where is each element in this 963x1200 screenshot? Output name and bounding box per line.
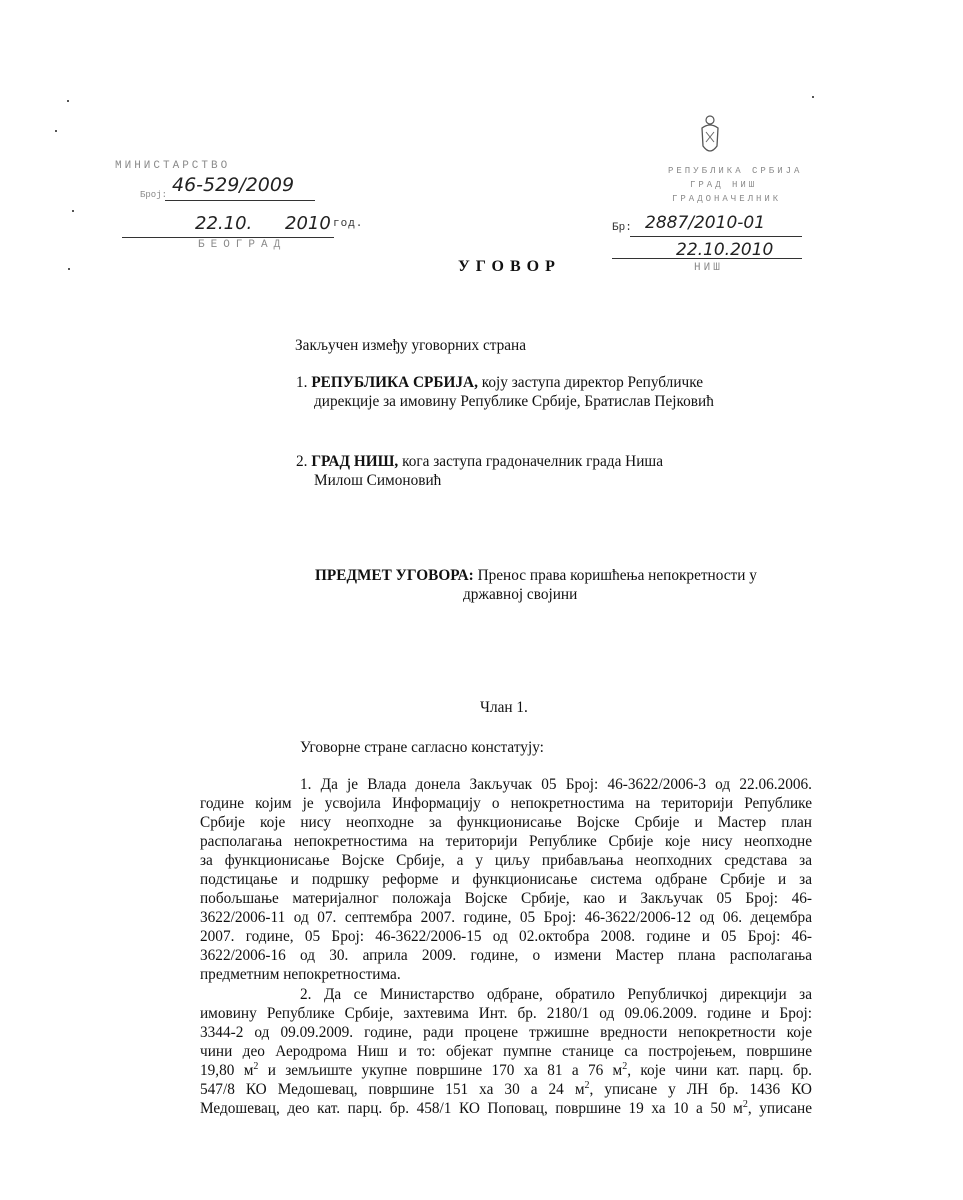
paragraph-1-line: Србије које нису неопходне за функционисање Војске Србије и Мастер план <box>200 814 812 831</box>
paragraph-2-line: 3344-2 од 09.09.2009. године, ради процене тржишне вредности непокретности које <box>200 1024 812 1041</box>
right-stamp-city: НИШ <box>694 262 723 274</box>
paragraph-1-line: 1. Да је Влада донела Закључак 05 Број: 46-3622/2006-3 од 22.06.2006. <box>300 776 812 793</box>
area-text: Медошевац, део кат. парц. бр. 458/1 КО Поповац, површине 19 ха 10 а 50 м <box>200 1100 743 1117</box>
area-text: , које чини кат. парц. бр. <box>627 1062 812 1079</box>
party-1-line-2: дирекције за имовину Републике Србије, Братислав Пејковић <box>314 393 714 410</box>
paragraph-2-line: имовину Републике Србије, захтевима Инт. бр. 2180/1 од 09.06.2009. године и Број: <box>200 1005 812 1022</box>
paragraph-1-line: 3622/2006-11 од 07. септембра 2007. године, 05 Број: 46-3622/2006-12 од 06. децембра <box>200 909 812 926</box>
scan-speck <box>72 210 74 212</box>
scan-speck <box>67 100 69 102</box>
party-1-name: РЕПУБЛИКА СРБИЈА, <box>311 374 478 391</box>
right-stamp-date: 22.10.2010 <box>676 240 774 260</box>
superscript: 2 <box>584 1079 590 1091</box>
paragraph-1-line: предметним непокретностима. <box>200 966 401 983</box>
left-stamp-number-prefix: Број: <box>140 190 168 200</box>
subject-line-1 <box>315 566 835 585</box>
scan-speck <box>68 268 70 270</box>
party-1-representative: коју заступа директор Републичке <box>477 374 704 391</box>
left-stamp-date: 22.10. <box>195 213 253 234</box>
subject-line-2: државној својини <box>463 586 578 603</box>
right-stamp-header-2: ГРАД НИШ <box>690 180 758 190</box>
party-2-name: ГРАД НИШ, <box>311 453 399 470</box>
document-title: УГОВОР <box>458 258 561 275</box>
contract-subject <box>315 566 835 604</box>
right-stamp-number: 2887/2010-01 <box>645 213 766 233</box>
area-text: , уписане у ЛН бр. 1436 КО <box>589 1081 812 1098</box>
paragraph-1-line: 3622/2006-16 од 30. априла 2009. године, о измени Мастер плана располагања <box>200 947 812 964</box>
paragraph-2-line: 2. Да се Министарство одбране, обратило Републичкој дирекцији за <box>300 986 812 1003</box>
scan-speck <box>812 96 814 98</box>
paragraph-1-line: 2007. године, 05 Број: 46-3622/2006-15 од 02.октобра 2008. године и 05 Број: 46- <box>200 928 812 945</box>
party-1 <box>296 373 714 411</box>
party-2 <box>296 452 663 490</box>
area-text: 19,80 м <box>200 1062 254 1079</box>
left-stamp-date-rule <box>122 237 334 238</box>
scan-speck <box>55 130 57 132</box>
paragraph-1-line: побољшање материјалног положаја Војске Србије, као и Закључак 05 Број: 46- <box>200 890 812 907</box>
right-stamp-number-prefix: Бр: <box>612 222 632 234</box>
right-stamp-header-1: РЕПУБЛИКА СРБИЈА <box>668 166 803 176</box>
paragraph-1-line: подстицање и подршку реформе и функционисање система одбране Србије и за <box>200 871 812 888</box>
coat-of-arms-emblem <box>698 112 722 165</box>
paragraph-1-line: за функционисање Војске Србије, а у циљу прибављања неопходних средстава за <box>200 852 812 869</box>
paragraph-2-line <box>200 1061 812 1080</box>
area-text: и земљиште укупне површине 170 ха 81 а 76 м <box>258 1062 623 1079</box>
right-stamp-date-rule <box>612 258 802 259</box>
left-stamp-rule <box>165 200 315 201</box>
party-2-line-2: Милош Симоновић <box>314 472 442 489</box>
left-stamp-header: МИНИСТАРСТВО <box>115 160 231 172</box>
right-stamp-number-rule <box>630 236 802 237</box>
paragraph-1 <box>200 775 812 984</box>
area-text: , уписане <box>747 1100 812 1117</box>
paragraph-1-line: године којим је усвојила Информацију о непокретностима на територији Републике <box>200 795 812 812</box>
left-stamp-year: 2010 <box>285 213 331 234</box>
right-stamp-header-3: ГРАДОНАЧЕЛНИК <box>672 194 782 204</box>
superscript: 2 <box>742 1098 748 1110</box>
paragraph-2-line <box>200 1080 812 1099</box>
party-1-number: 1. <box>296 374 308 391</box>
party-2-number: 2. <box>296 453 308 470</box>
left-stamp-city: БЕОГРАД <box>198 239 287 251</box>
paragraph-2-line <box>200 1099 812 1118</box>
party-2-representative: кога заступа градоначелник града Ниша <box>398 453 663 470</box>
article-heading: Члан 1. <box>480 699 528 716</box>
party-1-line-1 <box>296 373 714 392</box>
party-2-line-1 <box>296 452 663 471</box>
area-text: 547/8 КО Медошевац, површине 151 ха 30 а 24 м <box>200 1081 585 1098</box>
superscript: 2 <box>253 1060 259 1072</box>
contract-intro: Закључен између уговорних страна <box>295 337 527 354</box>
subject-label: ПРЕДМЕТ УГОВОРА: <box>315 567 474 584</box>
paragraph-2 <box>200 985 812 1118</box>
left-stamp-year-suffix: год. <box>333 218 364 230</box>
superscript: 2 <box>622 1060 628 1072</box>
paragraph-1-line: располагања непокретностима на територији Републике Србије које нису неопходне <box>200 833 812 850</box>
subject-text: Пренос права коришћења непокретности у <box>473 567 757 584</box>
paragraph-2-line: чини део Аеродрома Ниш и то: објекат пумпне станице са постројењем, површине <box>200 1043 812 1060</box>
left-stamp-number: 46-529/2009 <box>172 174 295 196</box>
article-intro: Уговорне стране сагласно констатују: <box>300 739 544 756</box>
